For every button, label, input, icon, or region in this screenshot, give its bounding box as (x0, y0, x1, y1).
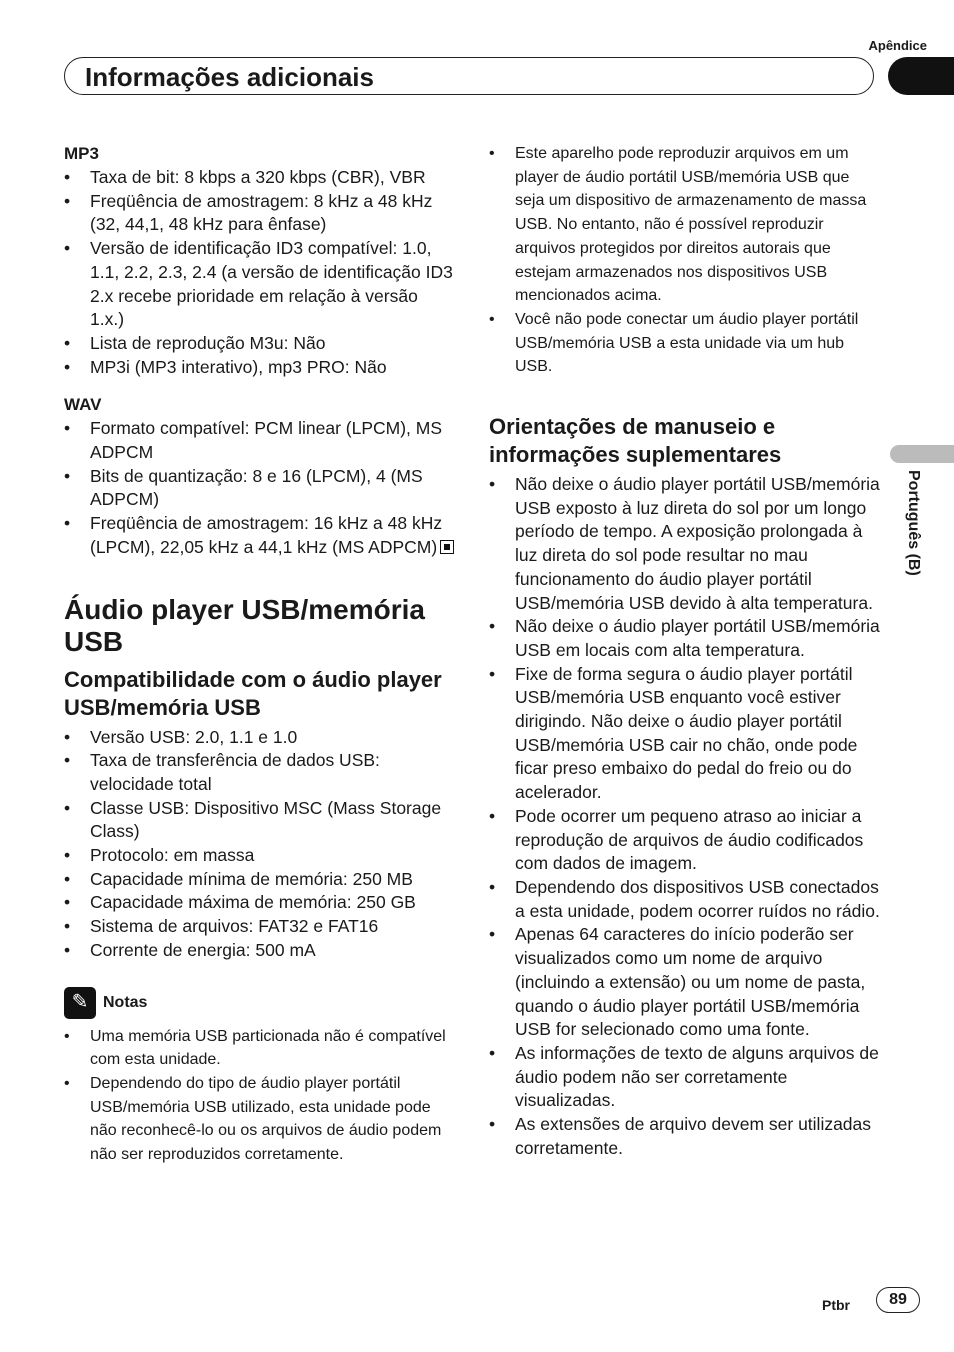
page-header (64, 57, 874, 95)
list-item: • Taxa de bit: 8 kbps a 320 kbps (CBR), VBR (64, 166, 456, 190)
pencil-note-icon: ✎ (64, 987, 96, 1019)
list-item: • Dependendo do tipo de áudio player portátil USB/memória USB utilizado, esta unidade pode não reconhecê-lo ou os arquivos de áudio podem não ser reproduzidos corretamente. (64, 1072, 456, 1167)
mp3-list (64, 166, 456, 379)
list-item: • Fixe de forma segura o áudio player portátil USB/memória USB enquanto você estiver dirigindo. Não deixe o áudio player portátil USB/memória USB cair no chão, onde pode ficar preso embaixo do pedal do freio ou do acelerador. (489, 663, 881, 805)
handling-list (489, 473, 881, 1160)
notes-label: Notas (103, 993, 148, 1011)
list-item: • Não deixe o áudio player portátil USB/memória USB em locais com alta temperatura. (489, 615, 881, 662)
list-item: • Taxa de transferência de dados USB: velocidade total (64, 749, 456, 796)
list-item: • Lista de reprodução M3u: Não (64, 332, 456, 356)
list-item: • MP3i (MP3 interativo), mp3 PRO: Não (64, 356, 456, 380)
list-item: • Versão de identificação ID3 compatível: 1.0, 1.1, 2.2, 2.3, 2.4 (a versão de identificação ID3 2.x recebe prioridade em relação à versão 1.x.) (64, 237, 456, 332)
notes-list (64, 1025, 456, 1167)
list-item: • Bits de quantização: 8 e 16 (LPCM), 4 (MS ADPCM) (64, 465, 456, 512)
list-item: • Este aparelho pode reproduzir arquivos em um player de áudio portátil USB/memória USB que seja um dispositivo de armazenamento de massa USB. No entanto, não é possível reproduzir arquivos protegidos por direitos autorais que estejam armazenados nos dispositivos USB mencionados acima. (489, 142, 881, 308)
list-item-text: Freqüência de amostragem: 16 kHz a 48 kHz (LPCM), 22,05 kHz a 44,1 kHz (MS ADPCM) (90, 513, 443, 557)
wav-list (64, 417, 456, 559)
header-tab-marker (888, 57, 954, 95)
list-item: • Capacidade máxima de memória: 250 GB (64, 891, 456, 915)
language-label: Português (B) (905, 470, 922, 576)
list-item: • Freqüência de amostragem: 8 kHz a 48 kHz (32, 44,1, 48 kHz para ênfase) (64, 190, 456, 237)
list-item: • Protocolo: em massa (64, 844, 456, 868)
list-item: • Dependendo dos dispositivos USB conectados a esta unidade, podem ocorrer ruídos no rádio. (489, 876, 881, 923)
list-item: • Uma memória USB particionada não é compatível com esta unidade. (64, 1025, 456, 1072)
section-tag: Apêndice (868, 38, 927, 53)
mp3-heading: MP3 (64, 144, 99, 163)
section-title: Áudio player USB/memória USB (64, 593, 425, 657)
list-item: • As extensões de arquivo devem ser utilizadas corretamente. (489, 1113, 881, 1160)
page-number: 89 (876, 1287, 920, 1313)
compat-list (64, 726, 456, 963)
usb-notes-list (489, 142, 881, 379)
list-item: • Pode ocorrer um pequeno atraso ao iniciar a reprodução de arquivos de áudio codificados com dados de imagem. (489, 805, 881, 876)
list-item: • Não deixe o áudio player portátil USB/memória USB exposto à luz direta do sol por um longo período de tempo. A exposição prolongada à luz direta do sol pode resultar no mau funcionamento do áudio player portátil USB/memória USB devido à alta temperatura. (489, 473, 881, 615)
list-item: • Apenas 64 caracteres do início poderão ser visualizados como um nome de arquivo (incluindo a extensão) ou um nome de pasta, quando o áudio player portátil USB/memória USB for selecionado como uma fonte. (489, 923, 881, 1042)
handling-heading: Orientações de manuseio e informações suplementares (489, 414, 782, 468)
notes-header (64, 987, 456, 1019)
left-column (64, 142, 456, 1181)
compat-heading: Compatibilidade com o áudio player USB/memória USB (64, 666, 442, 720)
list-item: • Corrente de energia: 500 mA (64, 939, 456, 963)
list-item: • Formato compatível: PCM linear (LPCM), MS ADPCM (64, 417, 456, 464)
wav-heading: WAV (64, 395, 102, 415)
language-code: Ptbr (822, 1297, 850, 1313)
right-column (489, 142, 881, 1174)
language-tab (894, 470, 924, 610)
language-tab-marker (890, 445, 954, 463)
end-of-section-icon (440, 540, 454, 554)
list-item (64, 512, 456, 559)
list-item: • As informações de texto de alguns arquivos de áudio podem não ser corretamente visualizadas. (489, 1042, 881, 1113)
list-item: • Sistema de arquivos: FAT32 e FAT16 (64, 915, 456, 939)
page-title: Informações adicionais (85, 62, 374, 92)
list-item: • Você não pode conectar um áudio player portátil USB/memória USB a esta unidade via um hub USB. (489, 308, 881, 379)
list-item: • Classe USB: Dispositivo MSC (Mass Storage Class) (64, 797, 456, 844)
list-item: • Capacidade mínima de memória: 250 MB (64, 868, 456, 892)
list-item: • Versão USB: 2.0, 1.1 e 1.0 (64, 726, 456, 750)
